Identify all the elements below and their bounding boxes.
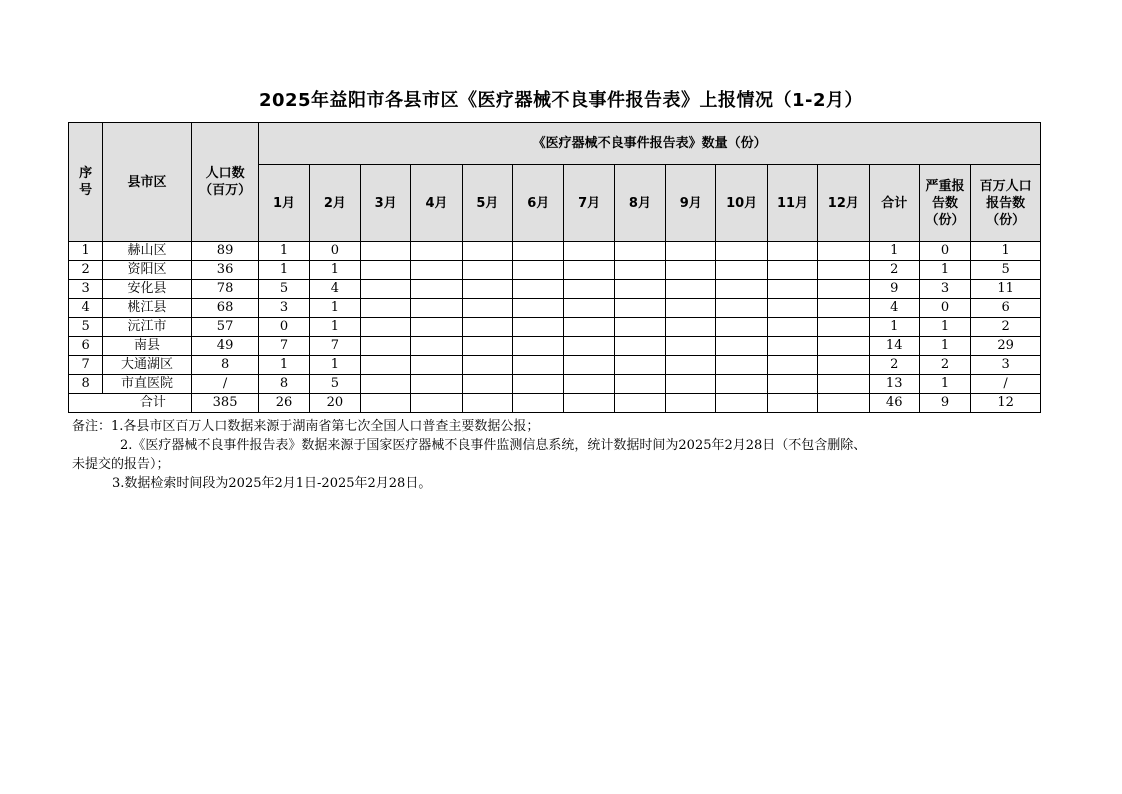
header-total: 合计 [869,165,919,242]
cell-seq: 8 [69,375,103,394]
cell-month-6 [513,299,564,318]
cell-serious: 9 [919,394,970,413]
cell-month-12 [818,375,869,394]
cell-month-4 [411,242,462,261]
cell-month-11 [767,394,817,413]
cell-month-11 [767,318,817,337]
cell-month-6 [513,242,564,261]
cell-per-million: 11 [971,280,1041,299]
cell-month-1: 0 [259,318,309,337]
cell-month-9 [666,242,716,261]
cell-month-8 [614,280,665,299]
cell-month-8 [614,242,665,261]
cell-month-5 [462,280,512,299]
cell-month-11 [767,356,817,375]
cell-month-12 [818,337,869,356]
cell-month-8 [614,318,665,337]
cell-month-4 [411,394,462,413]
header-month-2: 2月 [309,165,360,242]
header-per-million: 百万人口报告数（份） [971,165,1041,242]
note-1: 备注：1.各县市区百万人口数据来源于湖南省第七次全国人口普查主要数据公报； [72,419,540,434]
cell-month-9 [666,318,716,337]
header-report-count-group: 《医疗器械不良事件报告表》数量（份） [259,123,1041,165]
cell-month-3 [361,318,411,337]
cell-month-1: 1 [259,356,309,375]
cell-population: 68 [191,299,258,318]
table-row [69,242,1041,261]
cell-population: 385 [191,394,258,413]
cell-serious: 0 [919,299,970,318]
cell-county: 资阳区 [103,261,192,280]
cell-total: 1 [869,242,919,261]
cell-month-3 [361,261,411,280]
cell-population: 89 [191,242,258,261]
header-month-7: 7月 [564,165,614,242]
cell-month-11 [767,375,817,394]
cell-month-9 [666,356,716,375]
cell-month-8 [614,375,665,394]
note-2: 2.《医疗器械不良事件报告表》数据来源于国家医疗器械不良事件监测信息系统，统计数据时间为2025年2月28日（不包含删除、 [120,438,867,453]
report-table [68,122,1041,413]
header-month-1: 1月 [259,165,309,242]
cell-total: 46 [869,394,919,413]
cell-month-3 [361,375,411,394]
cell-per-million: 6 [971,299,1041,318]
cell-month-5 [462,261,512,280]
cell-month-4 [411,261,462,280]
header-serious: 严重报告数（份） [919,165,970,242]
cell-per-million: 29 [971,337,1041,356]
cell-month-6 [513,375,564,394]
cell-month-9 [666,394,716,413]
cell-month-2: 20 [309,394,360,413]
header-month-6: 6月 [513,165,564,242]
cell-month-3 [361,394,411,413]
cell-month-3 [361,280,411,299]
notes [72,417,1052,493]
cell-county: 市直医院 [103,375,192,394]
cell-month-5 [462,318,512,337]
table-row [69,261,1041,280]
cell-seq: 3 [69,280,103,299]
cell-seq: 5 [69,318,103,337]
cell-serious: 3 [919,280,970,299]
cell-month-11 [767,242,817,261]
cell-month-5 [462,394,512,413]
note-3: 3.数据检索时间段为2025年2月1日-2025年2月28日。 [112,476,432,491]
cell-month-7 [564,299,614,318]
cell-month-11 [767,337,817,356]
cell-month-9 [666,280,716,299]
cell-month-5 [462,299,512,318]
cell-serious: 1 [919,261,970,280]
cell-month-12 [818,280,869,299]
cell-month-6 [513,261,564,280]
cell-per-million: 1 [971,242,1041,261]
cell-month-10 [716,394,767,413]
cell-month-5 [462,375,512,394]
cell-seq: 2 [69,261,103,280]
total-row [69,394,1041,413]
header-month-10: 10月 [716,165,767,242]
cell-month-10 [716,356,767,375]
table-row [69,280,1041,299]
cell-seq: 6 [69,337,103,356]
cell-month-1: 8 [259,375,309,394]
cell-month-1: 1 [259,242,309,261]
cell-seq: 7 [69,356,103,375]
cell-month-9 [666,261,716,280]
table-body [69,242,1041,413]
cell-month-2: 0 [309,242,360,261]
cell-county: 赫山区 [103,242,192,261]
cell-serious: 0 [919,242,970,261]
cell-month-12 [818,261,869,280]
cell-month-7 [564,261,614,280]
cell-total: 14 [869,337,919,356]
cell-month-8 [614,394,665,413]
cell-month-6 [513,356,564,375]
cell-month-10 [716,242,767,261]
table-row [69,337,1041,356]
header-month-9: 9月 [666,165,716,242]
cell-month-2: 7 [309,337,360,356]
cell-total: 2 [869,356,919,375]
cell-per-million: 12 [971,394,1041,413]
cell-month-12 [818,394,869,413]
cell-month-6 [513,337,564,356]
cell-month-3 [361,356,411,375]
cell-month-10 [716,375,767,394]
cell-month-1: 5 [259,280,309,299]
cell-month-11 [767,280,817,299]
cell-county: 大通湖区 [103,356,192,375]
cell-serious: 1 [919,318,970,337]
cell-month-3 [361,337,411,356]
cell-county: 桃江县 [103,299,192,318]
cell-month-7 [564,337,614,356]
cell-month-2: 1 [309,261,360,280]
cell-month-8 [614,337,665,356]
cell-month-4 [411,280,462,299]
cell-total: 9 [869,280,919,299]
cell-month-11 [767,299,817,318]
note-2-continued: 未提交的报告）； [72,457,170,472]
cell-month-6 [513,394,564,413]
cell-total: 4 [869,299,919,318]
cell-serious: 1 [919,375,970,394]
cell-population: 36 [191,261,258,280]
cell-population: / [191,375,258,394]
cell-month-2: 1 [309,318,360,337]
cell-seq: 4 [69,299,103,318]
header-month-11: 11月 [767,165,817,242]
cell-month-6 [513,318,564,337]
cell-per-million: 3 [971,356,1041,375]
cell-total: 2 [869,261,919,280]
cell-county: 南县 [103,337,192,356]
cell-month-7 [564,394,614,413]
cell-per-million: 5 [971,261,1041,280]
header-population: 人口数（百万） [191,123,258,242]
cell-total: 13 [869,375,919,394]
table-row [69,318,1041,337]
cell-month-10 [716,337,767,356]
cell-month-1: 1 [259,261,309,280]
cell-county: 安化县 [103,280,192,299]
cell-month-4 [411,375,462,394]
cell-month-4 [411,337,462,356]
cell-month-12 [818,242,869,261]
cell-month-11 [767,261,817,280]
cell-month-8 [614,299,665,318]
cell-month-12 [818,299,869,318]
cell-per-million: / [971,375,1041,394]
cell-county: 沅江市 [103,318,192,337]
cell-month-9 [666,337,716,356]
cell-month-6 [513,280,564,299]
cell-month-10 [716,299,767,318]
cell-month-1: 3 [259,299,309,318]
cell-month-2: 4 [309,280,360,299]
header-seq: 序号 [69,123,103,242]
cell-month-3 [361,242,411,261]
cell-month-10 [716,280,767,299]
cell-month-4 [411,299,462,318]
cell-month-12 [818,356,869,375]
cell-population: 78 [191,280,258,299]
header-month-12: 12月 [818,165,869,242]
cell-month-1: 26 [259,394,309,413]
header-month-3: 3月 [361,165,411,242]
cell-month-8 [614,356,665,375]
cell-serious: 2 [919,356,970,375]
cell-month-5 [462,356,512,375]
cell-month-2: 1 [309,299,360,318]
cell-month-2: 1 [309,356,360,375]
header-month-8: 8月 [614,165,665,242]
cell-month-9 [666,375,716,394]
cell-population: 8 [191,356,258,375]
cell-per-million: 2 [971,318,1041,337]
cell-month-5 [462,337,512,356]
cell-month-7 [564,356,614,375]
cell-month-2: 5 [309,375,360,394]
cell-month-7 [564,375,614,394]
header-county: 县市区 [103,123,192,242]
cell-month-9 [666,299,716,318]
cell-month-1: 7 [259,337,309,356]
cell-month-7 [564,280,614,299]
header-month-4: 4月 [411,165,462,242]
cell-month-7 [564,318,614,337]
cell-month-5 [462,242,512,261]
cell-population: 49 [191,337,258,356]
cell-month-4 [411,356,462,375]
table-row [69,356,1041,375]
cell-month-8 [614,261,665,280]
cell-month-3 [361,299,411,318]
cell-serious: 1 [919,337,970,356]
table-row [69,299,1041,318]
header-month-5: 5月 [462,165,512,242]
cell-month-10 [716,318,767,337]
page-title: 2025年益阳市各县市区《医疗器械不良事件报告表》上报情况（1-2月） [258,90,864,111]
cell-seq: 1 [69,242,103,261]
cell-month-4 [411,318,462,337]
cell-population: 57 [191,318,258,337]
cell-total: 1 [869,318,919,337]
table-row [69,375,1041,394]
cell-month-10 [716,261,767,280]
cell-total-label: 合计 [69,394,192,413]
cell-month-7 [564,242,614,261]
cell-month-12 [818,318,869,337]
